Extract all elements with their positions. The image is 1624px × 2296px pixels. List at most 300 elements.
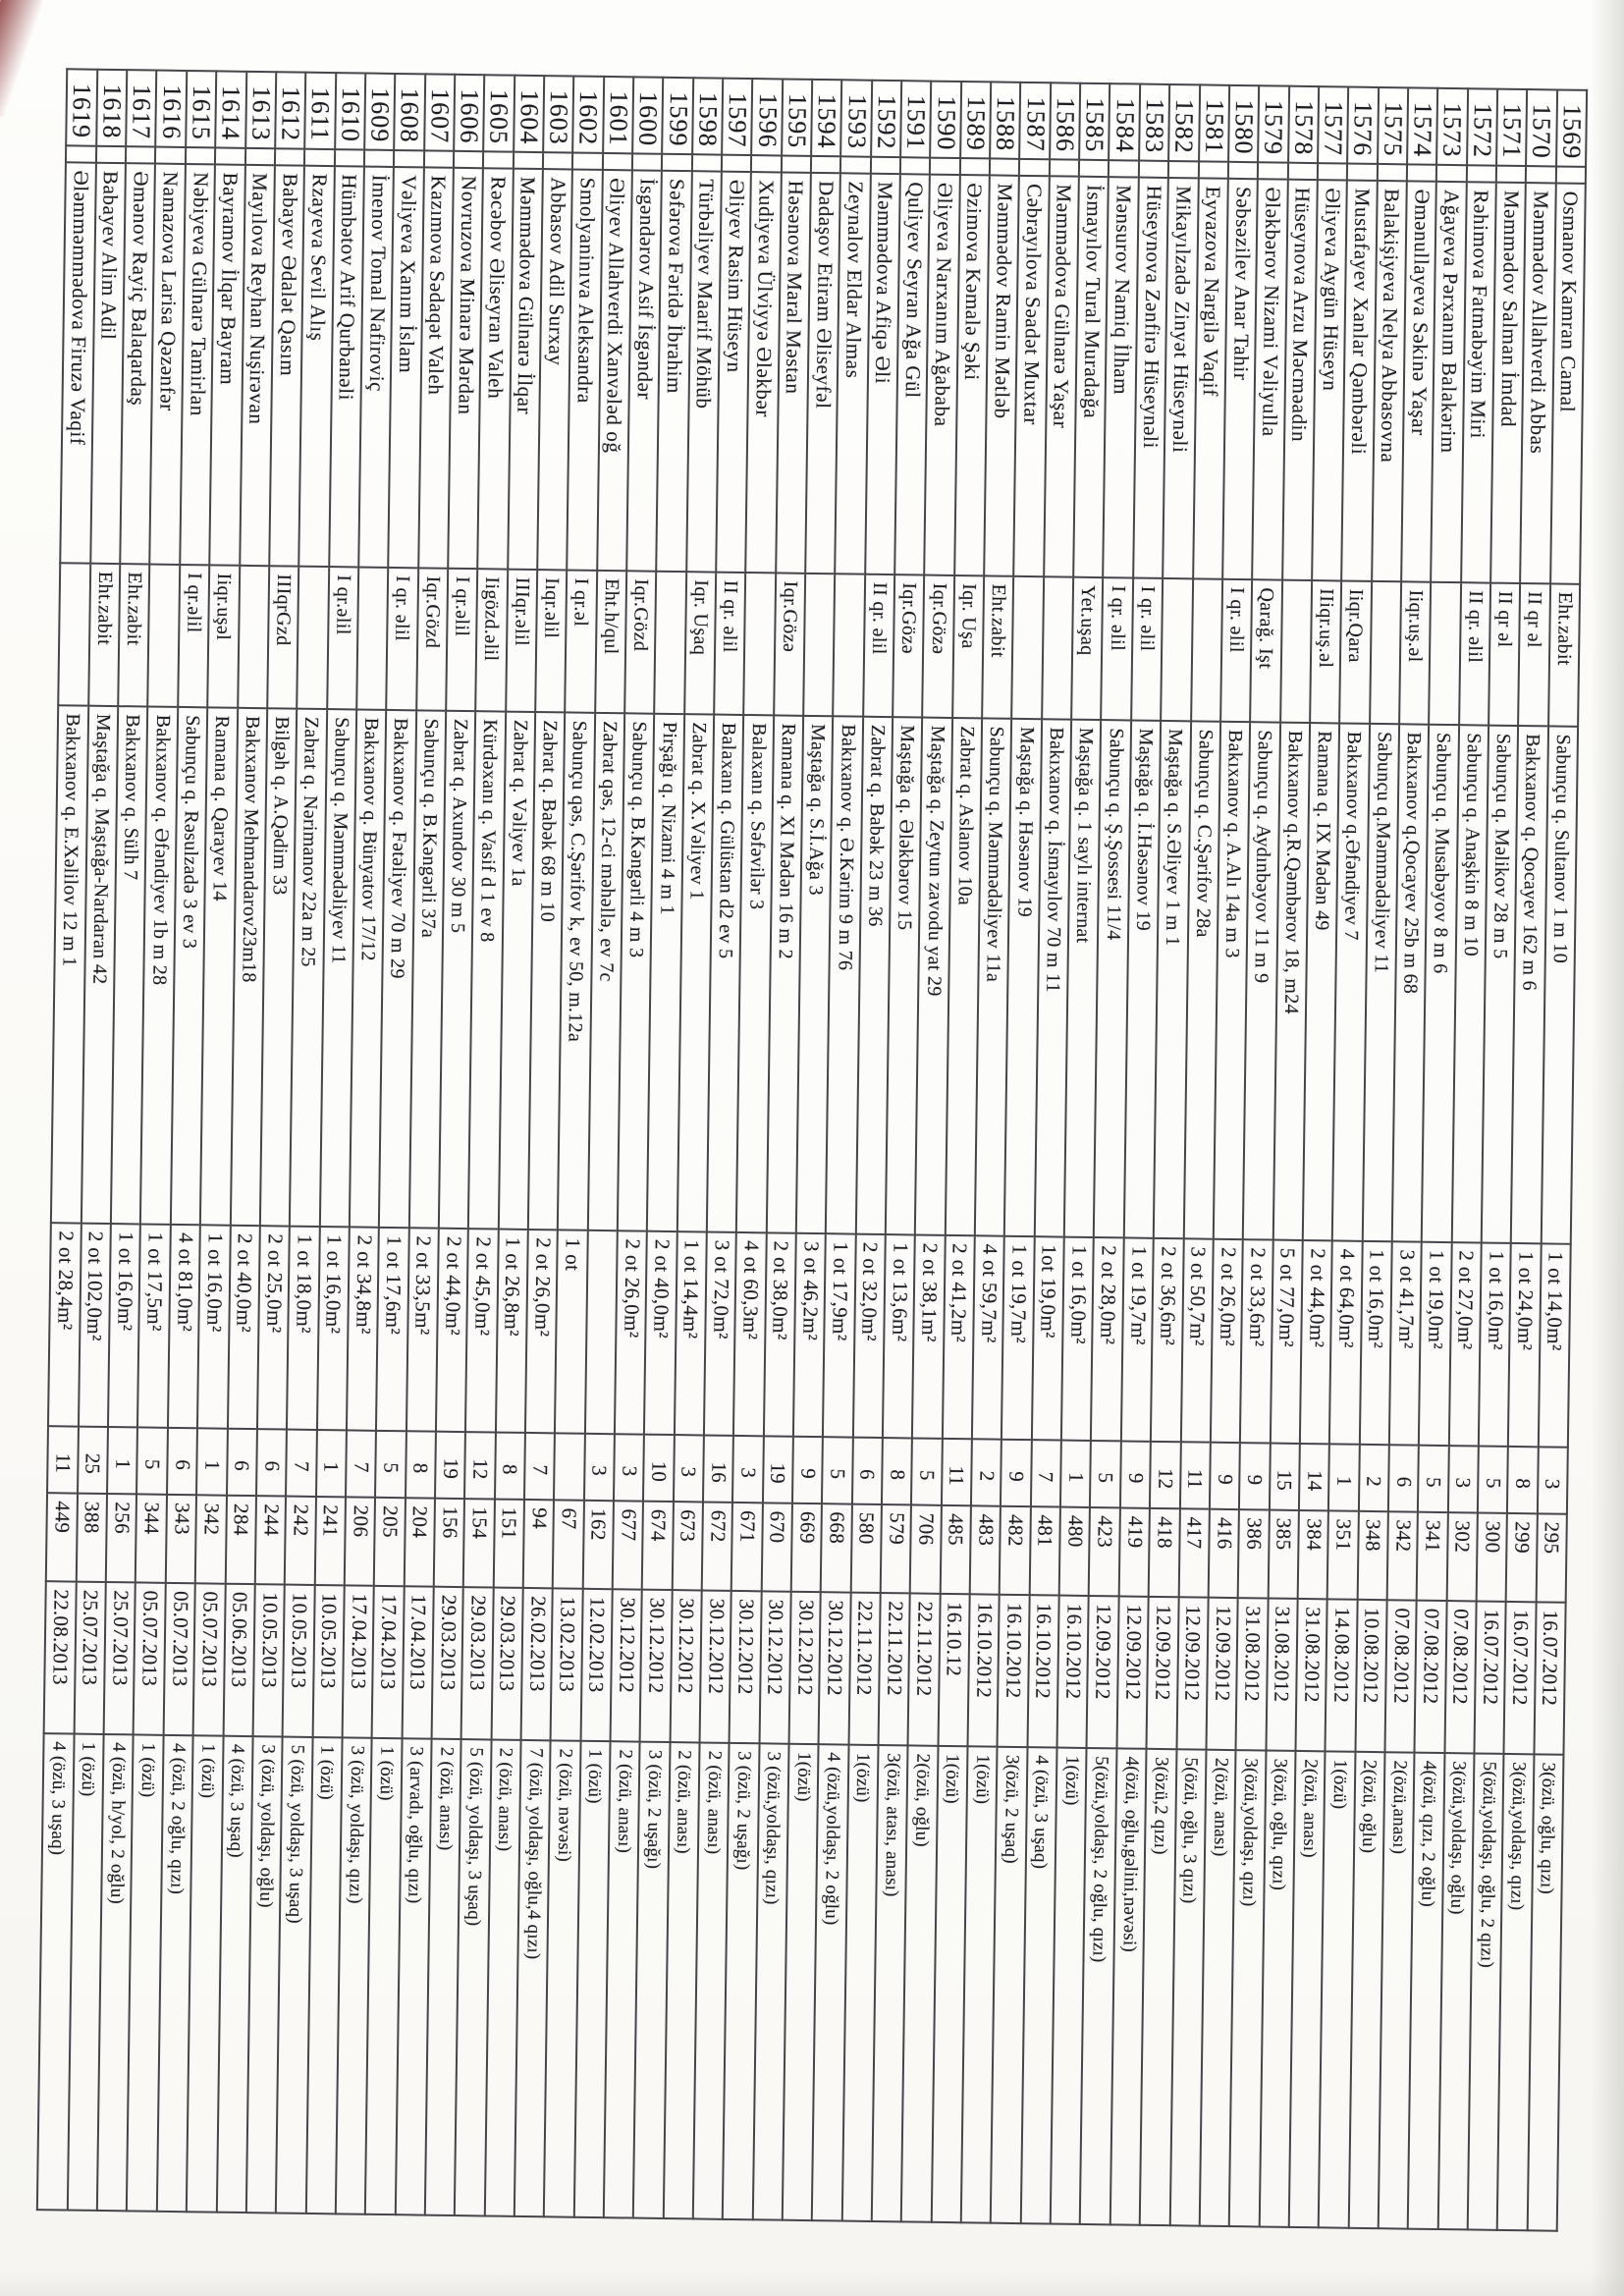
area-cell: 1 ot 16,0m² <box>1061 1237 1094 1441</box>
date-cell: 30.12.2012 <box>789 1592 822 1744</box>
number-cell: 344 <box>135 1494 167 1582</box>
area-cell: 1 ot 14,0m² <box>1538 1243 1570 1447</box>
name-cell: Əmənov Rayiç Balaqardaş <box>120 163 155 564</box>
name-cell: Ələkbərov Nizami Vəliyulla <box>1252 179 1287 579</box>
date-cell: 22.11.2012 <box>848 1593 881 1745</box>
number-cell: 284 <box>225 1496 256 1584</box>
no-cell: 1606 <box>454 75 484 151</box>
area-cell: 2 ot 41,2m² <box>943 1235 975 1439</box>
area-cell: 2 ot 34,8m² <box>347 1227 379 1430</box>
no-cell: 1591 <box>900 81 931 157</box>
count-cell: 8 <box>1507 1447 1538 1513</box>
address-cell: Bakıxanov q.R.Qəmbərov 18, m24 <box>1272 723 1310 1240</box>
rank-cell: II qr əl <box>1489 583 1520 726</box>
spacer-cell <box>96 146 127 163</box>
address-cell: Sabunçu q. Aydınbəyov 11 m 9 <box>1243 722 1280 1239</box>
count-cell: 3 <box>1448 1446 1479 1512</box>
address-cell: Zabrat q. Nərimanov 22a m 25 <box>290 709 327 1227</box>
name-cell: Bayramov İlqar Bayram <box>209 164 244 565</box>
area-cell: 1 ot 16,0m² <box>317 1227 350 1430</box>
number-cell: 480 <box>1059 1507 1091 1596</box>
address-cell: Maştağa q. Maştağa-Nardaran 42 <box>81 706 119 1224</box>
rank-cell: Iqr. Uşaq <box>684 572 716 714</box>
registry-table-body <box>37 69 1587 2230</box>
spacer-cell <box>871 157 901 174</box>
area-cell: 1ot 19,0m² <box>1032 1236 1064 1440</box>
spacer-cell <box>1555 166 1586 183</box>
name-cell: Həsənova Maral Məstan <box>776 172 811 573</box>
date-cell: 07.08.2012 <box>1384 1600 1417 1752</box>
name-cell: Mikayılzadə Zinyət Hüseynəli <box>1163 178 1198 578</box>
count-cell: 10 <box>643 1435 674 1502</box>
date-cell: 17.04.2013 <box>342 1585 374 1737</box>
date-cell: 16.07.2012 <box>1534 1602 1566 1754</box>
family-cell: 1(özü) <box>1319 1751 1355 2227</box>
family-cell: 2(özü, oğlu) <box>1348 1752 1384 2228</box>
address-cell: Maştağa q. S.Əliyev 1 m 1 <box>1154 721 1191 1238</box>
spacer-cell <box>1436 165 1467 182</box>
count-cell: 5 <box>1478 1447 1508 1513</box>
address-cell: Maştağa q. Ələkbərov 15 <box>886 717 923 1234</box>
address-cell: Ramana q. XI Mədən 16 m 2 <box>767 715 804 1232</box>
rank-cell: Iqr.Gözə <box>774 573 805 715</box>
family-cell: 3 (özü, yoldaşı, oğlu) <box>246 1736 283 2213</box>
area-cell: 4 ot 81,0m² <box>168 1225 200 1428</box>
family-cell: 5(özü,yoldaşı, oğlu, 2 qızı) <box>1468 1753 1504 2229</box>
rank-cell: I qr.əlil <box>446 569 477 711</box>
date-cell: 30.12.2012 <box>700 1590 732 1742</box>
number-cell: 244 <box>255 1496 287 1584</box>
rank-cell: II qr. əlil <box>1459 582 1490 725</box>
number-cell: 386 <box>1238 1509 1270 1598</box>
count-cell: 5 <box>1090 1441 1120 1507</box>
number-cell: 154 <box>463 1499 495 1587</box>
date-cell: 10.08.2012 <box>1355 1600 1387 1752</box>
family-cell: 3 (özü, 2 uşağı) <box>723 1743 759 2219</box>
number-cell: 418 <box>1149 1508 1180 1597</box>
address-cell: Bilgəh q. A.Qədim 33 <box>260 708 298 1226</box>
area-cell: 2 ot 38,0m² <box>764 1232 796 1436</box>
count-cell: 11 <box>47 1426 79 1493</box>
family-cell: 4 (özü, 3 uşaq) <box>37 1733 75 2210</box>
no-cell: 1586 <box>1050 82 1080 159</box>
number-cell: 342 <box>1387 1511 1419 1600</box>
spacer-cell <box>1287 163 1318 180</box>
rank-cell <box>744 573 776 715</box>
area-cell: 2 ot 44,0m² <box>1300 1240 1332 1444</box>
date-cell: 29.03.2013 <box>461 1587 494 1739</box>
rotated-table-region <box>46 79 1587 2219</box>
spacer-cell <box>1526 166 1556 183</box>
rank-cell: I qr. əlil <box>1131 578 1163 721</box>
number-cell: 481 <box>1029 1506 1060 1595</box>
area-cell: 1 ot 16,0m² <box>197 1225 230 1428</box>
family-cell: 4 (özü, 3 uşaq) <box>216 1736 252 2213</box>
rank-cell <box>148 565 180 707</box>
no-cell: 1575 <box>1378 87 1408 164</box>
rank-cell <box>834 574 865 716</box>
spacer-cell <box>454 151 484 168</box>
number-cell: 302 <box>1446 1512 1478 1601</box>
spacer-cell <box>900 157 931 174</box>
spacer-cell <box>1407 164 1437 181</box>
name-cell: Əliyeva Narxanım Ağababa <box>925 175 960 575</box>
rank-cell: I qr. əlil <box>1220 579 1252 722</box>
address-cell: Sabunçu q. Ş.Şossesi 11/4 <box>1094 720 1131 1237</box>
address-cell: Zabrat qəs, 12-ci məhəllə, ev 7c <box>587 713 624 1230</box>
family-cell: 2 (özü, anası) <box>425 1739 461 2215</box>
date-cell: 05.07.2013 <box>134 1582 166 1734</box>
spacer-cell <box>960 158 991 175</box>
area-cell: 5 ot 77,0m² <box>1270 1240 1302 1444</box>
name-cell: Xudiyeva Ülviyyə Ələkbər <box>746 172 782 573</box>
name-cell: İmenov Tomal Nafiroviç <box>358 167 394 568</box>
no-cell: 1589 <box>960 82 991 158</box>
count-cell: 12 <box>464 1432 495 1499</box>
rank-cell: Iqr.Gözd <box>416 568 448 710</box>
rank-cell: Iqr.Gözd <box>624 571 656 713</box>
number-cell: 162 <box>582 1501 614 1589</box>
no-cell: 1596 <box>751 79 782 155</box>
count-cell: 3 <box>732 1436 763 1503</box>
count-cell: 3 <box>614 1434 644 1501</box>
address-cell: Ramana q. Qarayev 14 <box>200 707 238 1225</box>
spacer-cell <box>1050 159 1080 176</box>
date-cell: 29.03.2013 <box>432 1587 464 1739</box>
rank-cell: Iıqr.əlil <box>535 570 567 712</box>
area-cell: 4 ot 64,0m² <box>1329 1240 1362 1444</box>
spacer-cell <box>215 147 245 164</box>
rank-cell: Eht.zabit <box>982 575 1013 718</box>
family-cell: 7 (özü, yoldaşı, oğlu,4 qızı) <box>514 1740 551 2216</box>
address-cell: Maştağa q. Həsənov 19 <box>1004 719 1042 1236</box>
no-cell: 1619 <box>66 69 97 145</box>
no-cell: 1598 <box>692 78 723 154</box>
spacer-cell <box>1347 164 1378 181</box>
number-cell: 206 <box>345 1497 376 1585</box>
rank-cell: IIIqrGzd <box>267 566 298 708</box>
number-cell: 343 <box>166 1495 197 1583</box>
date-cell: 05.07.2013 <box>193 1583 226 1735</box>
rank-cell: I qr.əlil <box>178 565 209 707</box>
spacer-cell <box>1258 162 1288 179</box>
count-cell: 9 <box>1120 1441 1151 1507</box>
area-cell: 2 ot 26,0m² <box>1211 1239 1243 1443</box>
name-cell: Səfərova Fəridə İbrahim <box>657 171 692 572</box>
name-cell: Türbəliyev Maarif Möhüb <box>686 171 722 572</box>
name-cell: Məmmədova Gülnarə İlqar <box>508 169 543 570</box>
number-cell: 204 <box>404 1498 435 1586</box>
count-cell: 5 <box>822 1437 852 1503</box>
number-cell: 482 <box>1000 1506 1031 1595</box>
spacer-cell <box>603 153 633 170</box>
number-cell: 706 <box>910 1504 942 1593</box>
rank-cell: Iqr.Gözə <box>893 574 924 717</box>
count-cell: 9 <box>1001 1440 1031 1506</box>
area-cell: 2 ot 45,0m² <box>465 1229 498 1432</box>
name-cell: Vəliyeva Xanım İslam <box>388 167 423 568</box>
date-cell: 22.11.2012 <box>879 1593 911 1745</box>
family-cell: 4(özü, qızı, 2 oğlu) <box>1408 1753 1444 2229</box>
area-cell: 2 ot 28,0m² <box>1091 1237 1123 1441</box>
family-cell: 1 (özü) <box>68 1734 104 2211</box>
area-cell: 1 ot 17,6m² <box>376 1228 408 1431</box>
no-cell: 1604 <box>514 76 544 152</box>
spacer-cell <box>1079 160 1110 177</box>
family-cell: 1 (özü) <box>305 1737 342 2214</box>
address-cell: Sabunçu qəs, C.Şərifov k, ev 50, m.12a <box>558 712 595 1230</box>
date-cell: 16.07.2012 <box>1474 1601 1506 1753</box>
area-cell: 2 ot 32,0m² <box>853 1234 886 1438</box>
number-cell: 580 <box>850 1504 882 1593</box>
number-cell: 668 <box>821 1503 852 1592</box>
rank-cell <box>803 574 835 716</box>
family-cell: 1 (özü) <box>573 1741 610 2217</box>
family-cell: 3(özü,yoldaşı, qızı) <box>1497 1754 1534 2230</box>
number-cell: 351 <box>1327 1510 1359 1599</box>
count-cell: 1 <box>107 1427 137 1494</box>
count-cell: 1 <box>1328 1444 1359 1510</box>
date-cell: 10.05.2013 <box>283 1585 315 1737</box>
name-cell: Novruzova Minarə Mərdan <box>448 168 483 569</box>
name-cell: İsmayılov Tural Muradağa <box>1073 177 1109 577</box>
count-cell: 19 <box>435 1432 465 1499</box>
no-cell: 1573 <box>1436 88 1467 165</box>
family-cell: 4(özü, oğlu,gəlini,nəvəsi) <box>1110 1748 1147 2224</box>
spacer-cell <box>155 147 186 164</box>
address-cell: Sabunçu q. Anaşkin 8 m 10 <box>1451 725 1489 1242</box>
name-cell: Məmmədova Afiqə Əli <box>865 174 900 574</box>
no-cell: 1579 <box>1258 85 1288 162</box>
family-cell: 2(özü, anası) <box>1289 1751 1326 2227</box>
number-cell: 300 <box>1477 1513 1508 1602</box>
no-cell: 1592 <box>871 81 901 157</box>
count-cell: 3 <box>674 1435 704 1502</box>
address-cell: Sabunçu q. B.Kəngərli 4 m 3 <box>618 713 655 1230</box>
number-cell: 384 <box>1298 1510 1329 1599</box>
family-cell: 3 (arvadı, oğlu, qızı) <box>395 1738 431 2214</box>
no-cell: 1615 <box>186 71 216 147</box>
spacer-cell <box>1139 161 1169 178</box>
address-cell: Zabrat q. Babək 23 m 36 <box>856 717 893 1234</box>
scan-corner-ink-artifact <box>0 0 43 120</box>
count-cell: 5 <box>1418 1446 1448 1512</box>
number-cell: 241 <box>314 1497 346 1585</box>
number-cell: 674 <box>642 1502 674 1590</box>
family-cell: 2 (özü, nəvəsi) <box>544 1740 580 2216</box>
number-cell: 342 <box>195 1495 227 1583</box>
name-cell: Rzayeva Sevil Alış <box>298 166 334 567</box>
number-cell: 483 <box>970 1505 1001 1594</box>
count-cell: 1 <box>196 1428 227 1495</box>
count-cell: 8 <box>495 1433 525 1500</box>
spacer-cell <box>304 149 335 166</box>
address-cell: Bakıxanov q.Əfəndiyev 7 <box>1332 723 1370 1240</box>
name-cell: Smolyaninıva Aleksandra <box>568 169 603 570</box>
no-cell: 1570 <box>1526 89 1556 166</box>
number-cell: 341 <box>1417 1512 1448 1601</box>
date-cell: 25.07.2013 <box>74 1582 106 1734</box>
family-cell: 1 (özü) <box>127 1734 163 2211</box>
rank-cell: Eht.zabit <box>88 564 120 706</box>
count-cell: 6 <box>256 1429 287 1496</box>
address-cell: Sabunçu q. C.Şərifov 28a <box>1183 721 1220 1238</box>
address-cell: Bakıxanov q. Sülh 7 <box>111 706 148 1224</box>
address-cell: Pirşağı q. Nizami 4 m 1 <box>647 714 684 1231</box>
date-cell: 12.09.2012 <box>1147 1597 1179 1749</box>
family-cell: 3 (özü,yoldaşı, qızı) <box>752 1743 788 2219</box>
name-cell: Əzimova Kəmalə Şəki <box>954 175 990 575</box>
area-cell: 2 ot 102,0m² <box>79 1224 111 1427</box>
registry-table <box>36 68 1588 2231</box>
number-cell: 672 <box>702 1502 733 1590</box>
area-cell: 2 ot 36,6m² <box>1151 1238 1183 1442</box>
no-cell: 1582 <box>1168 84 1199 161</box>
name-cell: Rəhimova Fatmabəyim Miri <box>1461 182 1496 582</box>
no-cell: 1600 <box>632 77 663 153</box>
family-cell: 3 (özü, yoldaşı, qızı) <box>336 1737 372 2214</box>
address-cell: Zabrat q. Vəliyev 1a <box>498 712 535 1230</box>
date-cell: 07.08.2012 <box>1415 1601 1447 1753</box>
area-cell: 1 ot <box>555 1230 587 1433</box>
count-cell: 16 <box>703 1435 733 1502</box>
no-cell: 1601 <box>603 77 633 153</box>
date-cell: 22.08.2013 <box>44 1581 77 1733</box>
rank-cell <box>58 563 90 705</box>
area-cell: 4 ot 60,3m² <box>733 1232 766 1436</box>
family-cell: 5 (özü, yoldaşı, 3 uşaq) <box>455 1739 491 2215</box>
spacer-cell <box>692 154 723 171</box>
family-cell: 5(özü,yoldaşı, 2 oğlu, qızı) <box>1080 1748 1116 2224</box>
rank-cell: II qr əl <box>1518 583 1549 726</box>
name-cell: Babayev Ədalət Qasım <box>269 165 304 566</box>
count-cell: 7 <box>524 1433 555 1500</box>
number-cell: 388 <box>77 1494 108 1582</box>
no-cell: 1572 <box>1467 88 1497 165</box>
rank-cell: Iiqr.uş.əl <box>1399 581 1431 724</box>
rank-cell: II qr. əlil <box>714 573 745 715</box>
address-cell: Sabunçu q.Məmmədəliyev 11 <box>1362 724 1399 1241</box>
family-cell: 3(özü, oğlu, qızı) <box>1527 1754 1563 2230</box>
rank-cell <box>1042 576 1073 719</box>
address-cell: Zabrat q. Aslanov 10a <box>946 718 983 1235</box>
no-cell: 1612 <box>275 72 305 148</box>
rank-cell <box>356 567 388 709</box>
address-cell: Bakıxanov q. Fətəliyev 70 m 29 <box>379 710 416 1228</box>
count-cell: 3 <box>584 1434 615 1501</box>
count-cell: 6 <box>852 1438 883 1504</box>
count-cell: 1 <box>316 1430 347 1497</box>
family-cell: 3(özü,2 qızı) <box>1140 1749 1176 2225</box>
count-cell: 6 <box>1388 1445 1419 1511</box>
date-cell: 30.12.2012 <box>730 1591 762 1743</box>
name-cell: Dadaşov Etiram Əliseyfəl <box>805 173 840 574</box>
area-cell: 1 ot 19,0m² <box>1419 1242 1451 1446</box>
area-cell: 3 ot 41,7m² <box>1389 1241 1422 1445</box>
name-cell: Hüseynova Zənfirə Hüseynəli <box>1133 178 1168 578</box>
area-cell: 4 ot 59,7m² <box>972 1235 1004 1439</box>
no-cell: 1580 <box>1228 85 1259 162</box>
spacer-cell <box>722 155 752 172</box>
spacer-cell <box>930 158 960 175</box>
area-cell: 2 ot 33,6m² <box>1240 1239 1272 1443</box>
rank-cell <box>238 566 269 708</box>
family-cell: 4 (özü, 2 oğlu, qızı) <box>157 1735 193 2212</box>
area-cell: 1 ot 26,8m² <box>496 1230 528 1433</box>
name-cell: Məmmədov Allahverdi Abbas <box>1520 183 1555 583</box>
count-cell: 9 <box>1210 1443 1240 1509</box>
family-cell: 3(özü, atası, anası) <box>872 1745 908 2221</box>
count-cell: 9 <box>1239 1443 1270 1509</box>
family-cell: 2 (özü, anası) <box>693 1742 730 2218</box>
spacer-cell <box>514 152 544 169</box>
name-cell: Hümbətov Arif Qurbanəli <box>329 166 364 567</box>
family-cell: 1(özü) <box>1051 1748 1087 2224</box>
name-cell: Əliyev Rasim Hüseyn <box>716 172 751 573</box>
count-cell: 1 <box>1060 1441 1091 1507</box>
area-cell: 2 ot 25,0m² <box>257 1226 290 1429</box>
date-cell: 30.12.2012 <box>640 1590 673 1742</box>
rank-cell <box>297 567 328 709</box>
family-cell: 2(özü, anası) <box>1200 1750 1236 2226</box>
date-cell: 13.02.2013 <box>551 1588 583 1740</box>
number-cell: 205 <box>374 1498 406 1586</box>
address-cell: Ramana q. IX Mədən 49 <box>1303 723 1340 1240</box>
date-cell: 30.12.2012 <box>611 1589 643 1741</box>
area-cell: 3 ot 50,7m² <box>1180 1238 1213 1442</box>
number-cell: 670 <box>761 1503 792 1591</box>
no-cell: 1618 <box>96 70 127 146</box>
area-cell: 1 ot 16,0m² <box>1359 1241 1391 1445</box>
no-cell: 1584 <box>1110 83 1140 160</box>
date-cell: 30.12.2012 <box>670 1590 702 1742</box>
count-cell: 2 <box>1358 1445 1388 1511</box>
count-cell: 6 <box>227 1429 257 1496</box>
no-cell: 1593 <box>841 80 872 156</box>
rank-cell: Iqr. Uşa <box>952 575 984 718</box>
no-cell: 1613 <box>245 72 276 148</box>
spacer-cell <box>662 154 692 171</box>
name-cell: Ağayeva Pərxanım Balakərim <box>1431 182 1466 582</box>
spacer-cell <box>1377 164 1407 181</box>
spacer-cell <box>1198 161 1228 178</box>
number-cell: 417 <box>1178 1508 1210 1597</box>
spacer-cell <box>543 152 573 169</box>
name-cell: Məmmədov Salman İmdad <box>1490 183 1526 583</box>
no-cell: 1597 <box>722 79 752 155</box>
name-cell: İsgəndərov Asif İsgəndər <box>626 170 662 571</box>
no-cell: 1616 <box>156 71 187 147</box>
address-cell: Zabrat q. Axundov 30 m 5 <box>439 711 476 1229</box>
no-cell: 1590 <box>931 82 961 158</box>
address-cell: Sabunçu q. Rəsulzadə 3 ev 3 <box>171 707 208 1225</box>
number-cell: 423 <box>1089 1507 1120 1596</box>
address-cell: Maştağa q. S.İ.Ağa 3 <box>796 716 834 1233</box>
rank-cell: Iiqr.Qara <box>1339 580 1371 723</box>
family-cell: 2 (özü, anası) <box>663 1742 699 2218</box>
date-cell: 10.05.2013 <box>312 1585 345 1737</box>
rank-cell <box>1370 581 1401 724</box>
name-cell: Babayev Alim Adil <box>90 163 126 564</box>
count-cell: 11 <box>1179 1442 1210 1508</box>
area-cell: 1 ot 17,5m² <box>137 1224 170 1427</box>
spacer-cell <box>1466 165 1496 182</box>
number-cell: 419 <box>1119 1507 1151 1596</box>
family-cell: 3(özü,yoldaşı, qızı) <box>1229 1750 1266 2226</box>
rank-cell: Yet.uşaq <box>1071 577 1103 720</box>
no-cell: 1581 <box>1199 84 1229 161</box>
name-cell: Mənsurov Namiq İlham <box>1104 177 1139 577</box>
